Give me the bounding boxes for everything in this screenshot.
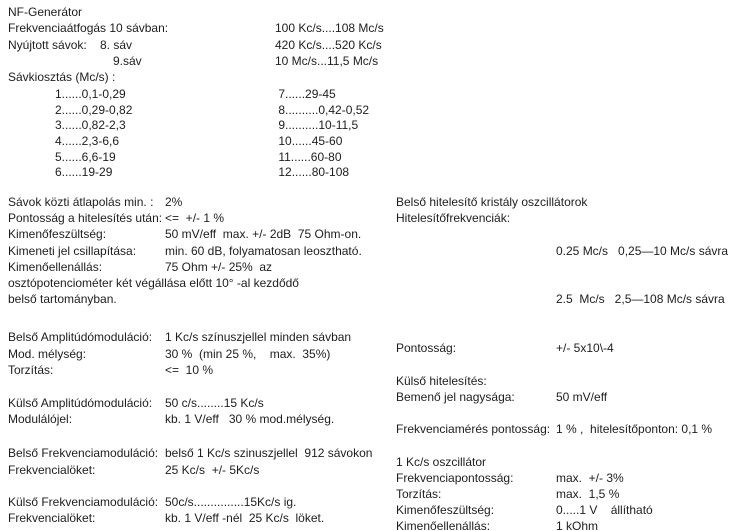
spec-label: Nyújtott sávok: xyxy=(8,37,87,52)
band-cell: 12......80-108 xyxy=(278,165,350,180)
spec-row xyxy=(8,259,393,275)
section-heading: 1 Kc/s oszcillátor xyxy=(396,454,487,469)
band-cell: 3......0,82-2,3 xyxy=(55,118,126,133)
band-cell: 1......0,1-0,29 xyxy=(55,87,126,101)
spec-value: 25 Kc/s +/- 5Kc/s xyxy=(165,462,260,477)
spec-label: Kimenőellenállás: xyxy=(396,519,491,531)
spec-value xyxy=(556,210,728,340)
spec-value: max. +/- 3% xyxy=(556,470,624,485)
spec-label: Mod. mélység: xyxy=(8,346,87,361)
spec-label: Pontosság: xyxy=(396,340,457,355)
spec-row xyxy=(396,486,748,502)
spec-value-line: 2.5 Mc/s 2,5—108 Mc/s sávra xyxy=(556,292,725,307)
spec-value: 30 % (min 25 %, max. 35%) xyxy=(165,346,331,361)
spec-value: 1 kOhm xyxy=(556,519,599,531)
spec-value: belső 1 Kc/s szinuszjellel 912 sávokon xyxy=(165,446,373,461)
spec-row xyxy=(8,53,608,69)
spec-value: 100 Kc/s....108 Mc/s xyxy=(275,21,384,36)
spec-row xyxy=(8,411,393,427)
spec-label: Modulálójel: xyxy=(8,412,73,427)
band-row xyxy=(55,134,369,150)
left-column xyxy=(8,194,393,526)
spec-value: <= +/- 1 % xyxy=(165,211,225,226)
spec-row xyxy=(8,37,608,53)
external-calibration-block xyxy=(396,373,748,405)
spec-row xyxy=(396,210,748,340)
spec-row xyxy=(396,340,748,356)
spec-label: Kimenőfeszültség: xyxy=(396,503,495,518)
spec-row xyxy=(8,445,393,461)
spec-label: Külső Frekvenciamoduláció: xyxy=(8,494,159,509)
spec-value-line: 0.25 Mc/s 0,25—10 Mc/s sávra xyxy=(556,243,729,258)
spec-row xyxy=(8,362,393,378)
spec-label: Frekvencialöket: xyxy=(8,462,96,477)
band-cell: 11......60-80 xyxy=(278,149,342,164)
spec-row xyxy=(8,510,393,526)
band-row xyxy=(55,150,369,166)
spec-label: Kimeneti jel csillapítása: xyxy=(8,243,137,258)
spec-label: Pontosság a hitelesítés után: xyxy=(8,211,163,226)
band-row xyxy=(55,165,369,181)
band-cell: 10......45-60 xyxy=(278,134,343,149)
spec-row xyxy=(8,210,393,226)
spec-value: kb. 1 V/eff 30 % mod.mélység. xyxy=(165,412,335,427)
band-row xyxy=(55,118,369,134)
band-cell: 4......2,3-6,6 xyxy=(55,134,120,149)
spec-value: max. 1,5 % xyxy=(556,487,620,502)
spec-sublabel: 8. sáv xyxy=(100,37,133,52)
spec-value: min. 60 dB, folyamatosan leosztható. xyxy=(165,243,362,258)
spec-row xyxy=(8,194,393,210)
external-fm-block xyxy=(8,494,393,526)
spec-label: Belső Frekvenciamoduláció: xyxy=(8,446,159,461)
band-cell: 2......0,29-0,82 xyxy=(55,102,133,117)
spec-row xyxy=(8,462,393,478)
spec-row xyxy=(8,20,608,36)
spec-value: 1 % , hitelesítőponton: 0,1 % xyxy=(556,422,713,437)
section-heading: Külső hitelesítés: xyxy=(396,374,487,389)
spec-label: Frekvenciaátfogás 10 sávban: xyxy=(8,21,169,36)
oscillator-block xyxy=(396,454,748,531)
spec-label: Külső Amplitúdómoduláció: xyxy=(8,396,153,411)
spec-value: 50 mV/eff xyxy=(556,390,608,405)
spec-row xyxy=(8,494,393,510)
spec-row xyxy=(8,395,393,411)
note-line: belső tartományban. xyxy=(8,292,117,307)
spec-value: 75 Ohm +/- 25% az xyxy=(165,259,273,274)
spec-label: Torzítás: xyxy=(396,487,442,502)
note-line: osztópotenciométer két végállása előtt 10° -al kezdődő xyxy=(8,276,299,291)
spec-value: 420 Kc/s....520 Kc/s xyxy=(275,37,382,52)
internal-am-block xyxy=(8,329,393,378)
crystal-oscillators-block xyxy=(396,194,748,356)
band-row xyxy=(55,103,369,119)
spec-row xyxy=(8,346,393,362)
spec-row xyxy=(8,329,393,345)
page-title: NF-Generátor xyxy=(8,5,83,19)
spec-row xyxy=(396,518,748,531)
spec-row xyxy=(8,243,393,259)
band-cell: 6......19-29 xyxy=(55,165,113,180)
spec-value: 10 Mc/s...11,5 Mc/s xyxy=(275,53,379,68)
section-heading: Belső hitelesítő kristály oszcillátorok xyxy=(396,195,588,209)
spec-value: <= 10 % xyxy=(165,362,214,377)
spec-label: Bemenő jel nagysága: xyxy=(396,390,515,405)
spec-label: Torzítás: xyxy=(8,362,54,377)
spec-row xyxy=(8,226,393,242)
spec-row xyxy=(396,470,748,486)
spec-value: kb. 1 V/eff -nél 25 Kc/s löket. xyxy=(165,511,325,526)
spec-row xyxy=(396,389,748,405)
spec-label: Kimenőfeszültség: xyxy=(8,227,107,242)
output-spec-block xyxy=(8,194,393,307)
spec-value: +/- 5x10\-4 xyxy=(556,340,614,355)
band-table xyxy=(55,87,369,181)
spec-label: Sávok közti átlapolás min. : xyxy=(8,195,154,209)
spec-value: 2% xyxy=(165,195,183,209)
spec-value: 50 c/s........15 Kc/s xyxy=(165,396,264,411)
band-cell: 8..........0,42-0,52 xyxy=(278,102,370,117)
band-cell: 5......6,6-19 xyxy=(55,149,116,164)
external-am-block xyxy=(8,395,393,427)
internal-fm-block xyxy=(8,445,393,477)
spec-label: Hitelesítőfrekvenciák: xyxy=(396,211,511,226)
top-section xyxy=(8,4,608,85)
spec-sublabel: 9.sáv xyxy=(113,53,142,68)
spec-value: 1 Kc/s színuszjellel minden sávban xyxy=(165,330,352,345)
spec-row xyxy=(396,421,748,437)
band-row xyxy=(55,87,369,103)
spec-label: Belső Amplitúdómoduláció: xyxy=(8,330,153,345)
right-column xyxy=(396,194,748,531)
band-cell: 9..........10-11,5 xyxy=(278,118,359,133)
bands-heading: Sávkiosztás (Mc/s) : xyxy=(8,70,116,85)
spec-label: Frekvencialöket: xyxy=(8,511,96,526)
spec-label: Kimenőellenállás: xyxy=(8,259,103,274)
band-cell: 7......29-45 xyxy=(278,87,336,101)
spec-value: 0.....1 V állítható xyxy=(556,503,653,518)
spec-row xyxy=(396,502,748,518)
frequency-measurement-block xyxy=(396,421,748,437)
spec-value: 50c/s...............15Kc/s ig. xyxy=(165,494,297,509)
spec-value: 50 mV/eff max. +/- 2dB 75 Ohm-on. xyxy=(165,227,362,242)
spec-label: Frekvenciapontosság: xyxy=(396,470,514,485)
spec-label: Frekvenciamérés pontosság: xyxy=(396,422,551,437)
